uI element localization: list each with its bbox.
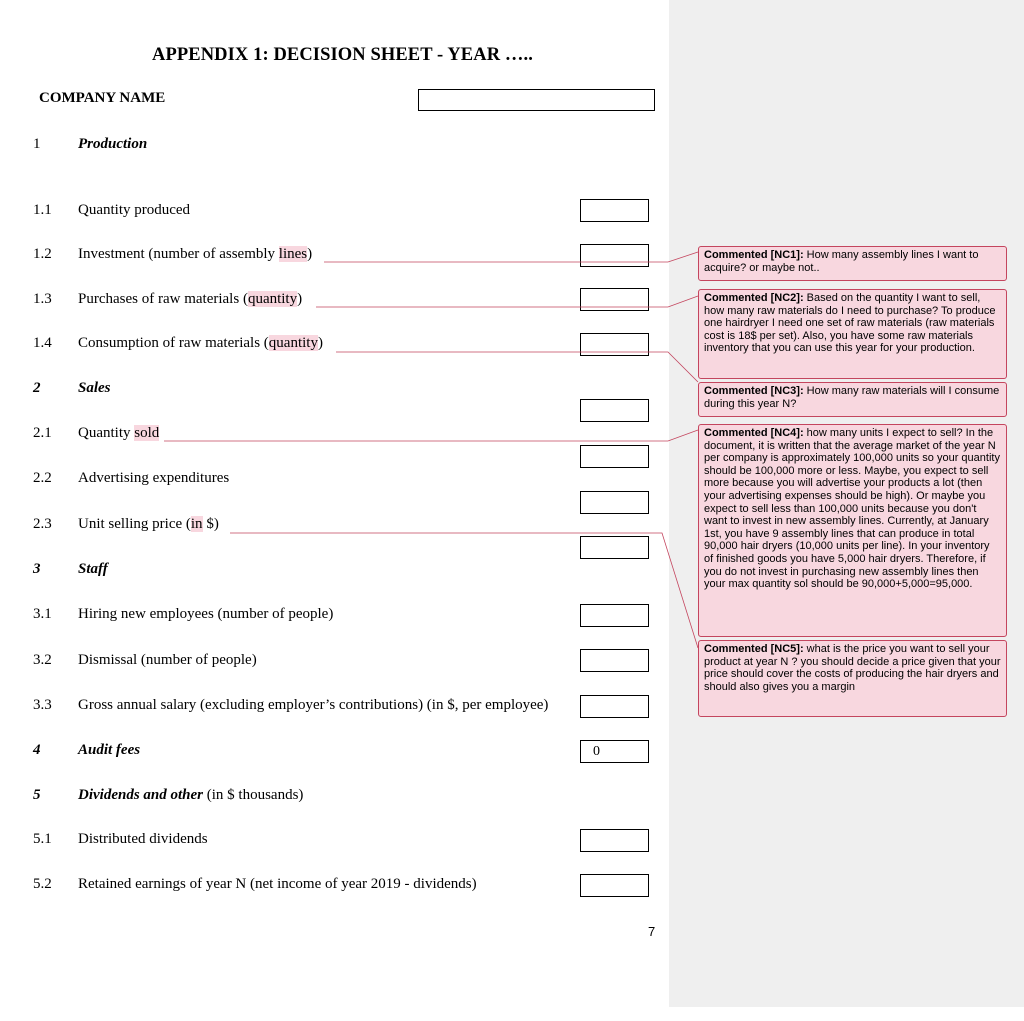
row-3-3-label: Gross annual salary (excluding employer’s contributions) (in $, per employee) — [78, 697, 549, 713]
section-5-title — [78, 787, 303, 804]
gross-salary-field[interactable] — [580, 695, 649, 718]
row-1-3-highlight[interactable]: quantity — [247, 291, 298, 307]
comment-nc5[interactable] — [698, 640, 1007, 717]
row-1-2-label — [78, 246, 312, 263]
row-5-1-label: Distributed dividends — [78, 831, 208, 847]
audit-fees-field[interactable]: 0 — [580, 740, 649, 763]
row-2-2-label: Advertising expenditures — [78, 470, 230, 486]
row-2-3-number: 2.3 — [33, 516, 52, 532]
row-5-2-label: Retained earnings of year N (net income of year 2019 - dividends) — [78, 876, 477, 892]
section-3-number: 3 — [33, 561, 41, 577]
quantity-produced-field[interactable] — [580, 199, 649, 222]
row-1-3-label-pre: Purchases of raw materials ( — [78, 291, 248, 307]
row-1-2-number: 1.2 — [33, 246, 52, 262]
hiring-employees-field[interactable] — [580, 604, 649, 627]
row-1-2-label-post: ) — [307, 246, 313, 262]
section-2-title: Sales — [78, 380, 111, 396]
comment-nc3[interactable] — [698, 382, 1007, 417]
row-3-2-label: Dismissal (number of people) — [78, 652, 257, 668]
section-1-title: Production — [78, 136, 148, 152]
section-1-number: 1 — [33, 136, 41, 152]
section-4-number: 4 — [33, 742, 41, 758]
row-2-1-number: 2.1 — [33, 425, 52, 441]
row-3-3-number: 3.3 — [33, 697, 52, 713]
advertising-expenditures-field[interactable] — [580, 445, 649, 468]
section-3-title: Staff — [78, 561, 108, 577]
comment-nc1-text: How many assembly lines I want to acquire? or maybe not.. — [704, 249, 979, 274]
page-title: APPENDIX 1: DECISION SHEET - YEAR ….. — [152, 45, 533, 65]
investment-assembly-lines-field[interactable] — [580, 244, 649, 267]
row-5-2-number: 5.2 — [33, 876, 52, 892]
row-1-4-label-pre: Consumption of raw materials ( — [78, 335, 269, 351]
row-2-3-label-pre: Unit selling price ( — [78, 516, 191, 532]
row-2-2-number: 2.2 — [33, 470, 52, 486]
comment-nc2-author: Commented [NC2]: — [704, 292, 804, 304]
dismissal-field[interactable] — [580, 649, 649, 672]
company-name-label: COMPANY NAME — [39, 90, 166, 106]
row-2-1-highlight[interactable]: sold — [134, 425, 160, 441]
section-5-title-suffix: (in $ thousands) — [203, 787, 304, 803]
section-2-number: 2 — [33, 380, 41, 396]
row-2-1-label-pre: Quantity — [78, 425, 135, 441]
comment-nc5-text: what is the price you want to sell your product at year N ? you should decide a price given that your price should cover the costs of producing the hair dryers and should also gives you a margin — [704, 643, 1001, 693]
row-1-1-number: 1.1 — [33, 202, 52, 218]
comment-nc4[interactable] — [698, 424, 1007, 637]
distributed-dividends-field[interactable] — [580, 829, 649, 852]
row-1-3-label-post: ) — [297, 291, 303, 307]
comment-nc3-author: Commented [NC3]: — [704, 385, 804, 397]
row-3-1-number: 3.1 — [33, 606, 52, 622]
section-5-title-text: Dividends and other — [78, 787, 204, 803]
comment-nc3-text: How many raw materials will I consume during this year N? — [704, 385, 1000, 410]
row-3-2-number: 3.2 — [33, 652, 52, 668]
comment-nc4-text: how many units I expect to sell? In the document, it is written that the average market of the year N per company is approximately 100,000 units so your quantity should be 100,000 more or less. Maybe, you expect to sell more because you will advertise your products a lot (then your advertising expenses should be high). Or maybe you expect to sell less than 100,000 units because you don't want to invest in new assembly lines. Currently, at January 1st, you have 9 assembly lines that can produce in total 90,000 hair dryers (10,000 units per line). In your inventory of finished goods you have 5,000 hair dryers. Therefore, if you do not invest in purchasing new assembly lines then your max quantity sol should be 90,000+5,000=95,000. — [704, 427, 1000, 591]
comment-nc2[interactable] — [698, 289, 1007, 379]
raw-materials-consumption-field[interactable] — [580, 333, 649, 356]
extra-sales-field[interactable] — [580, 536, 649, 559]
row-2-1-label — [78, 425, 159, 442]
raw-materials-purchases-field[interactable] — [580, 288, 649, 311]
comment-nc2-text: Based on the quantity I want to sell, how many raw materials do I need to purchase? To produce one hairdryer I need one set of raw materials (raw materials cost is 18$ per set). Also, you have some raw materials inventory that you can use this year for your production. — [704, 292, 996, 355]
row-1-3-number: 1.3 — [33, 291, 52, 307]
row-2-3-highlight[interactable]: in — [190, 516, 203, 532]
row-1-2-label-pre: Investment (number of assembly — [78, 246, 279, 262]
row-1-4-label-post: ) — [317, 335, 323, 351]
page-number: 7 — [648, 924, 656, 939]
row-1-3-label — [78, 291, 302, 308]
row-5-1-number: 5.1 — [33, 831, 52, 847]
section-4-title: Audit fees — [78, 742, 141, 758]
row-1-1-label: Quantity produced — [78, 202, 191, 218]
comment-nc1[interactable] — [698, 246, 1007, 281]
row-2-3-label — [78, 516, 219, 533]
row-1-2-highlight[interactable]: lines — [278, 246, 308, 262]
row-1-4-label — [78, 335, 323, 352]
row-1-4-highlight[interactable]: quantity — [268, 335, 318, 351]
comment-nc1-author: Commented [NC1]: — [704, 249, 804, 261]
comment-nc5-author: Commented [NC5]: — [704, 643, 804, 655]
section-5-number: 5 — [33, 787, 41, 803]
quantity-sold-field[interactable] — [580, 399, 649, 422]
unit-selling-price-field[interactable] — [580, 491, 649, 514]
comment-nc4-author: Commented [NC4]: — [704, 427, 804, 439]
retained-earnings-field[interactable] — [580, 874, 649, 897]
row-3-1-label: Hiring new employees (number of people) — [78, 606, 334, 622]
row-2-3-label-post: $) — [202, 516, 219, 532]
row-1-4-number: 1.4 — [33, 335, 52, 351]
company-name-field[interactable] — [418, 89, 655, 111]
